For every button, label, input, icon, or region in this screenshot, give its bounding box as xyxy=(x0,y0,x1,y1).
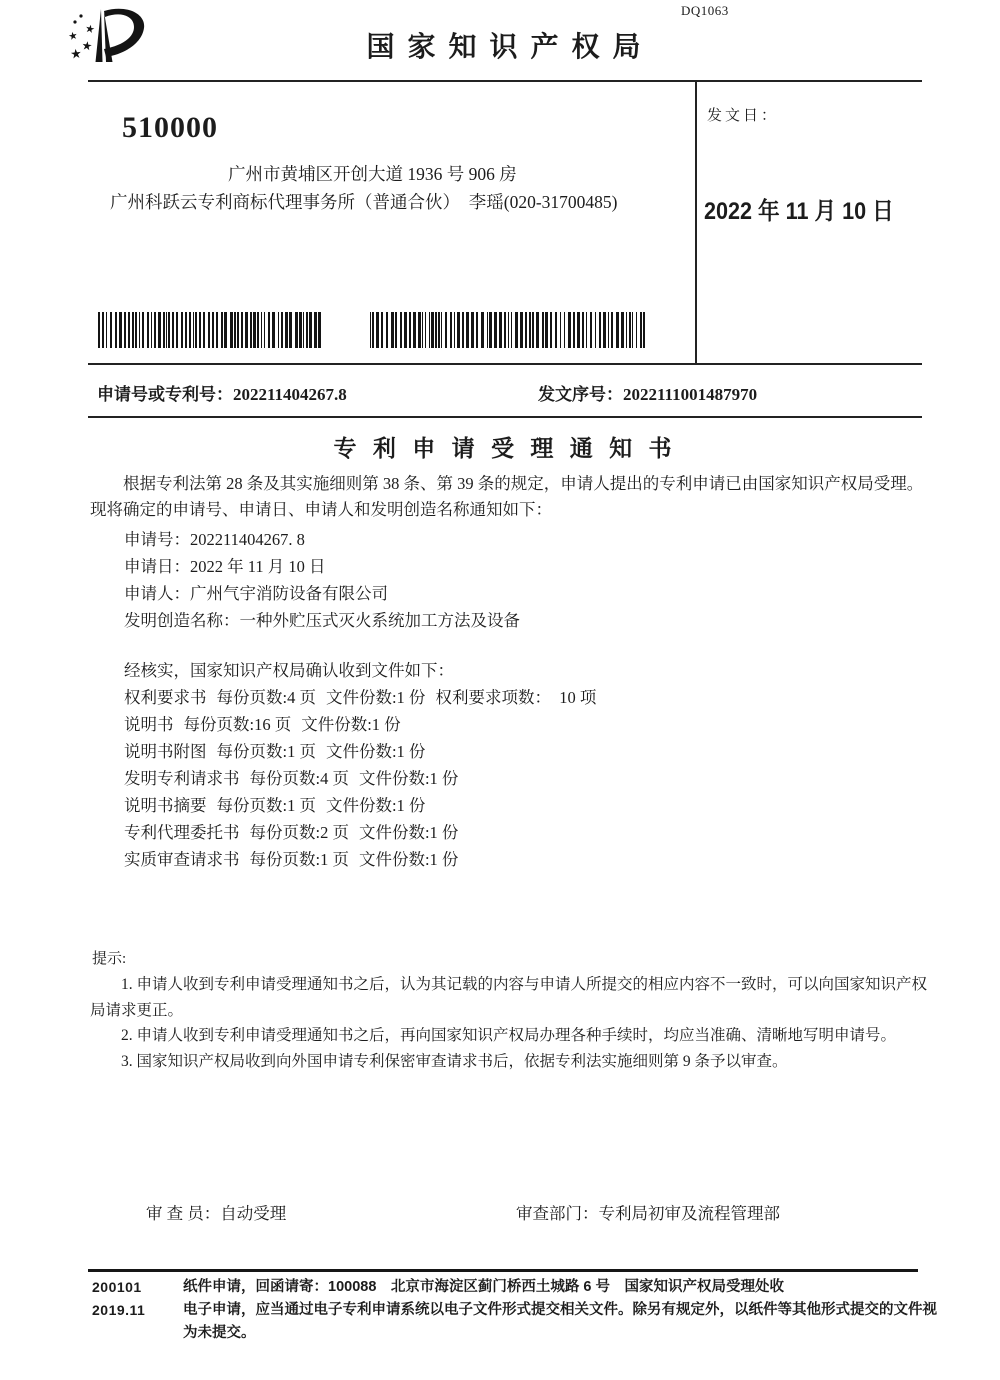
footer-form-date: 2019.11 xyxy=(92,1302,146,1318)
dispatch-box-divider xyxy=(695,80,697,365)
examiner-label: 审 查 员： xyxy=(146,1204,221,1223)
examiner-row xyxy=(146,1200,286,1224)
document-row: 权利要求书 每份页数:4 页 文件份数:1 份 权利要求项数： 10 项 xyxy=(124,688,597,707)
recipient-address: 广州市黄埔区开创大道 1936 号 906 房 xyxy=(228,164,517,184)
header-divider xyxy=(88,80,922,82)
footer-electronic-note: 电子申请，应当通过电子专利申请系统以电子文件形式提交相关文件。除另有规定外，以纸件等其他形式提交的文件视为未提交。 xyxy=(183,1302,937,1341)
divider xyxy=(88,363,922,365)
confirmation-line: 经核实，国家知识产权局确认收到文件如下： xyxy=(124,661,454,680)
department-value: 专利局初审及流程管理部 xyxy=(598,1204,780,1223)
footer-notes xyxy=(183,1276,951,1345)
footer-paper-note: 纸件申请，回函请寄：100088 北京市海淀区蓟门桥西土城路 6 号 国家知识产权局受理处收 xyxy=(183,1279,785,1295)
field-invention-title: 发明创造名称：一种外贮压式灭火系统加工方法及设备 xyxy=(124,611,520,630)
field-application-number: 申请号：202211404267. 8 xyxy=(124,530,305,549)
document-row: 实质审查请求书 每份页数:1 页 文件份数:1 份 xyxy=(124,850,459,869)
examiner-value: 自动受理 xyxy=(220,1204,287,1223)
dispatch-date-value: 2022 年 11 月 10 日 xyxy=(704,198,894,225)
tips-heading: 提示: xyxy=(92,951,127,967)
document-row: 发明专利请求书 每份页数:4 页 文件份数:1 份 xyxy=(124,769,459,788)
application-number-label: 申请号或专利号： xyxy=(97,385,233,404)
footer-form-code: 200101 xyxy=(92,1279,142,1295)
dispatch-date-label: 发文日： xyxy=(707,108,780,124)
field-application-date: 申请日：2022 年 11 月 10 日 xyxy=(124,557,326,576)
document-row: 说明书附图 每份页数:1 页 文件份数:1 份 xyxy=(124,742,426,761)
form-code-top: DQ1063 xyxy=(681,3,729,18)
tip-item: 1. 申请人收到专利申请受理通知书之后，认为其记载的内容与申请人所提交的相应内容不一致时，可以向国家知识产权局请求更正。 xyxy=(90,976,928,1019)
received-documents-list xyxy=(124,684,606,873)
application-number-row xyxy=(97,380,347,405)
tip-item: 3. 国家知识产权局收到向外国申请专利保密审查请求书后，依据专利法实施细则第 9 条予以审查。 xyxy=(121,1052,788,1070)
agency-title: 国 家 知 识 产 权 局 xyxy=(366,32,644,63)
document-row: 说明书 每份页数:16 页 文件份数:1 份 xyxy=(124,715,401,734)
tip-item: 2. 申请人收到专利申请受理通知书之后，再向国家知识产权局办理各种手续时，均应当准确、清晰地写明申请号。 xyxy=(121,1027,897,1044)
department-label: 审查部门： xyxy=(516,1204,599,1223)
application-number-barcode xyxy=(98,312,321,348)
postal-code: 510000 xyxy=(122,111,218,144)
notice-title: 专 利 申 请 受 理 通 知 书 xyxy=(333,435,677,461)
recipient-agency-line: 广州科跃云专利商标代理事务所（普通合伙） 李瑶(020-31700485) xyxy=(110,192,618,212)
serial-number-barcode xyxy=(370,312,645,348)
department-row xyxy=(516,1200,780,1224)
serial-number-row xyxy=(538,380,757,405)
application-number-value: 202211404267.8 xyxy=(233,385,347,404)
document-row: 说明书摘要 每份页数:1 页 文件份数:1 份 xyxy=(124,796,426,815)
serial-number-label: 发文序号： xyxy=(538,385,623,404)
intro-paragraph: 根据专利法第 28 条及其实施细则第 38 条、第 39 条的规定，申请人提出的专利申请已由国家知识产权局受理。现将确定的申请号、申请日、申请人和发明创造名称通知如下： xyxy=(90,474,924,519)
tips-list xyxy=(90,972,936,1074)
field-applicant: 申请人：广州气宇消防设备有限公司 xyxy=(124,584,388,603)
serial-number-value: 2022111001487970 xyxy=(623,385,758,404)
divider xyxy=(88,416,922,418)
footer-divider xyxy=(88,1269,918,1272)
document-row: 专利代理委托书 每份页数:2 页 文件份数:1 份 xyxy=(124,823,459,842)
application-fields xyxy=(124,526,520,634)
